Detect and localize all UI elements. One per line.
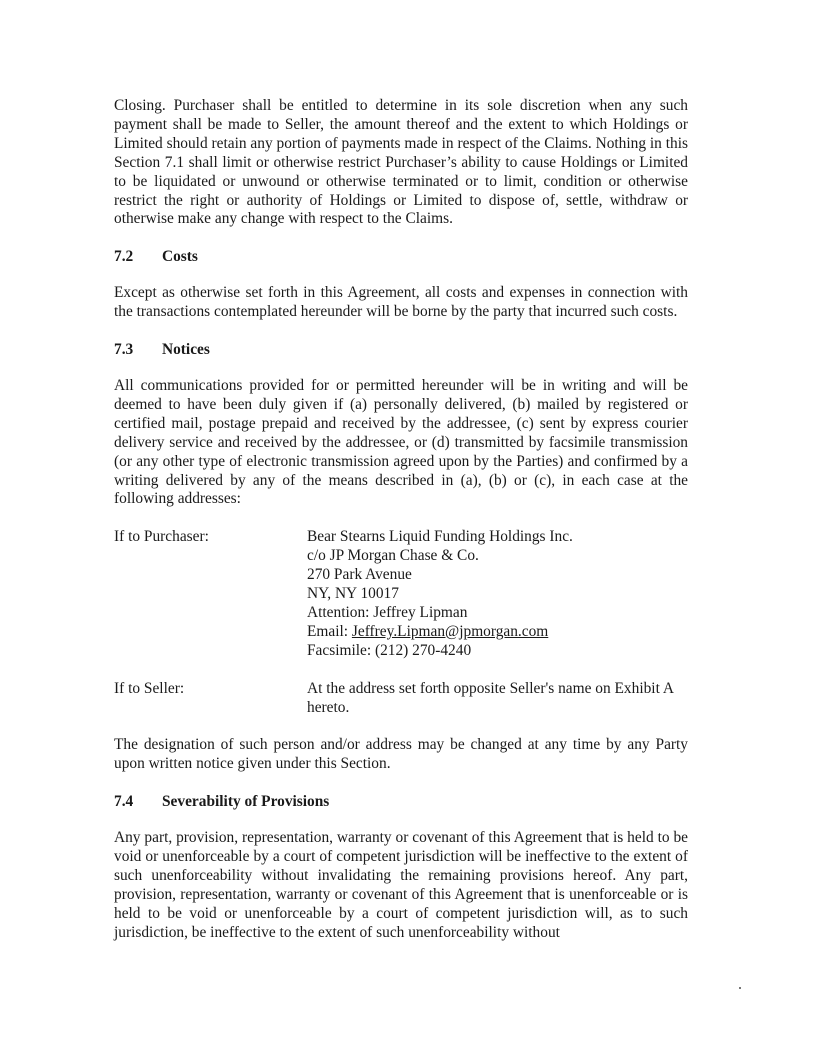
costs-line: Except as otherwise set forth in this Agreement, all costs and expenses in connection with (114, 284, 688, 302)
purchaser-city: NY, NY 10017 (307, 585, 399, 603)
seller-address-block (114, 680, 688, 718)
costs-line: the transactions contemplated hereunder will be borne by the party that incurred such (114, 303, 643, 321)
intro-line: Closing. Purchaser shall be entitled to determine in its sole discretion when any such (114, 97, 688, 114)
seller-address-line: hereto. (307, 698, 350, 716)
notices-line: delivery service and received by the addressee, or (d) transmitted by facsimile (114, 433, 611, 451)
severability-line: unenforceable or is held to be void or unenforceable by a court of competent jurisdiction (114, 885, 688, 922)
intro-line: Limited to be liquidated or unwound or otherwise terminated or to limit, condition or (114, 153, 688, 190)
designation-line: The designation of such person and/or address may be changed at any time by any Party (114, 736, 688, 754)
severability-line: will, as to such jurisdiction, be ineffective to the extent of such unenforceability without (114, 904, 688, 941)
section-number: 7.4 (114, 793, 134, 811)
notices-line: deemed to have been duly given if (a) personally delivered, (b) mailed by registered or (114, 395, 688, 413)
email-link[interactable]: Jeffrey.Lipman@jpmorgan.com (351, 622, 549, 640)
costs-line: costs. (642, 303, 678, 321)
designation-line: upon written notice given under this Section. (114, 755, 391, 773)
purchaser-facsimile: Facsimile: (212) 270-4240 (307, 641, 472, 659)
section-title: Severability of Provisions (162, 793, 330, 811)
intro-paragraph (114, 97, 688, 229)
scan-speck (739, 987, 741, 989)
severability-line: Any part, provision, representation, warranty or covenant of this Agreement that is (114, 867, 688, 903)
intro-line: payment shall be made to Seller, the amount thereof and the extent to which Holdings or (114, 115, 688, 133)
seller-address-line: At the address set forth opposite Seller's name on Exhibit A (307, 679, 674, 697)
section-title: Notices (162, 341, 210, 359)
purchaser-address-block (114, 528, 688, 660)
section-number: 7.2 (114, 248, 134, 266)
notices-line: transmission (or any other type of electronic transmission agreed upon by the Parties) and (114, 433, 688, 470)
severability-line: extent of such unenforceability without invalidating the remaining provisions hereof. (114, 848, 688, 884)
purchaser-care-of: c/o JP Morgan Chase & Co. (307, 547, 479, 565)
notices-line: confirmed by a writing delivered by any of the means described in (a), (b) or (c), in each (114, 452, 688, 489)
purchaser-name: Bear Stearns Liquid Funding Holdings Inc. (307, 528, 573, 546)
section-heading-7-2 (114, 248, 688, 267)
purchaser-email-row (307, 623, 688, 642)
severability-paragraph (114, 829, 688, 942)
severability-line: Any part, provision, representation, warranty or covenant of this Agreement that is held (114, 829, 658, 847)
notices-paragraph (114, 377, 688, 509)
purchaser-street: 270 Park Avenue (307, 566, 412, 584)
notices-line: All communications provided for or permitted hereunder will be in writing and will be (114, 376, 688, 394)
document-page (114, 97, 688, 943)
purchaser-address-lines (307, 528, 688, 660)
intro-line: otherwise restrict the right or authority of Holdings or Limited to dispose of, settle, (114, 172, 688, 209)
purchaser-attention: Attention: Jeffrey Lipman (307, 603, 468, 621)
intro-line: this Section 7.1 shall limit or otherwise restrict Purchaser’s ability to cause Holdings or (114, 134, 688, 171)
section-number: 7.3 (114, 341, 134, 359)
section-heading-7-4 (114, 793, 688, 812)
purchaser-label: If to Purchaser: (114, 528, 209, 546)
email-label: Email: (307, 622, 352, 640)
seller-label: If to Seller: (114, 679, 185, 697)
seller-address-lines (307, 680, 688, 718)
intro-line: withdraw or otherwise make any change with respect to the Claims. (114, 191, 689, 228)
intro-line: Limited should retain any portion of payments made in respect of the Claims. Nothing in (114, 134, 666, 152)
designation-paragraph (114, 736, 688, 774)
severability-line: to be void or unenforceable by a court of competent jurisdiction will be ineffective to the (114, 829, 688, 866)
section-heading-7-3 (114, 341, 688, 360)
section-title: Costs (162, 248, 198, 266)
notices-line: case at the following addresses: (114, 471, 688, 508)
notices-line: certified mail, postage prepaid and received by the addressee, (c) sent by express courier (114, 414, 688, 432)
costs-paragraph (114, 284, 688, 322)
